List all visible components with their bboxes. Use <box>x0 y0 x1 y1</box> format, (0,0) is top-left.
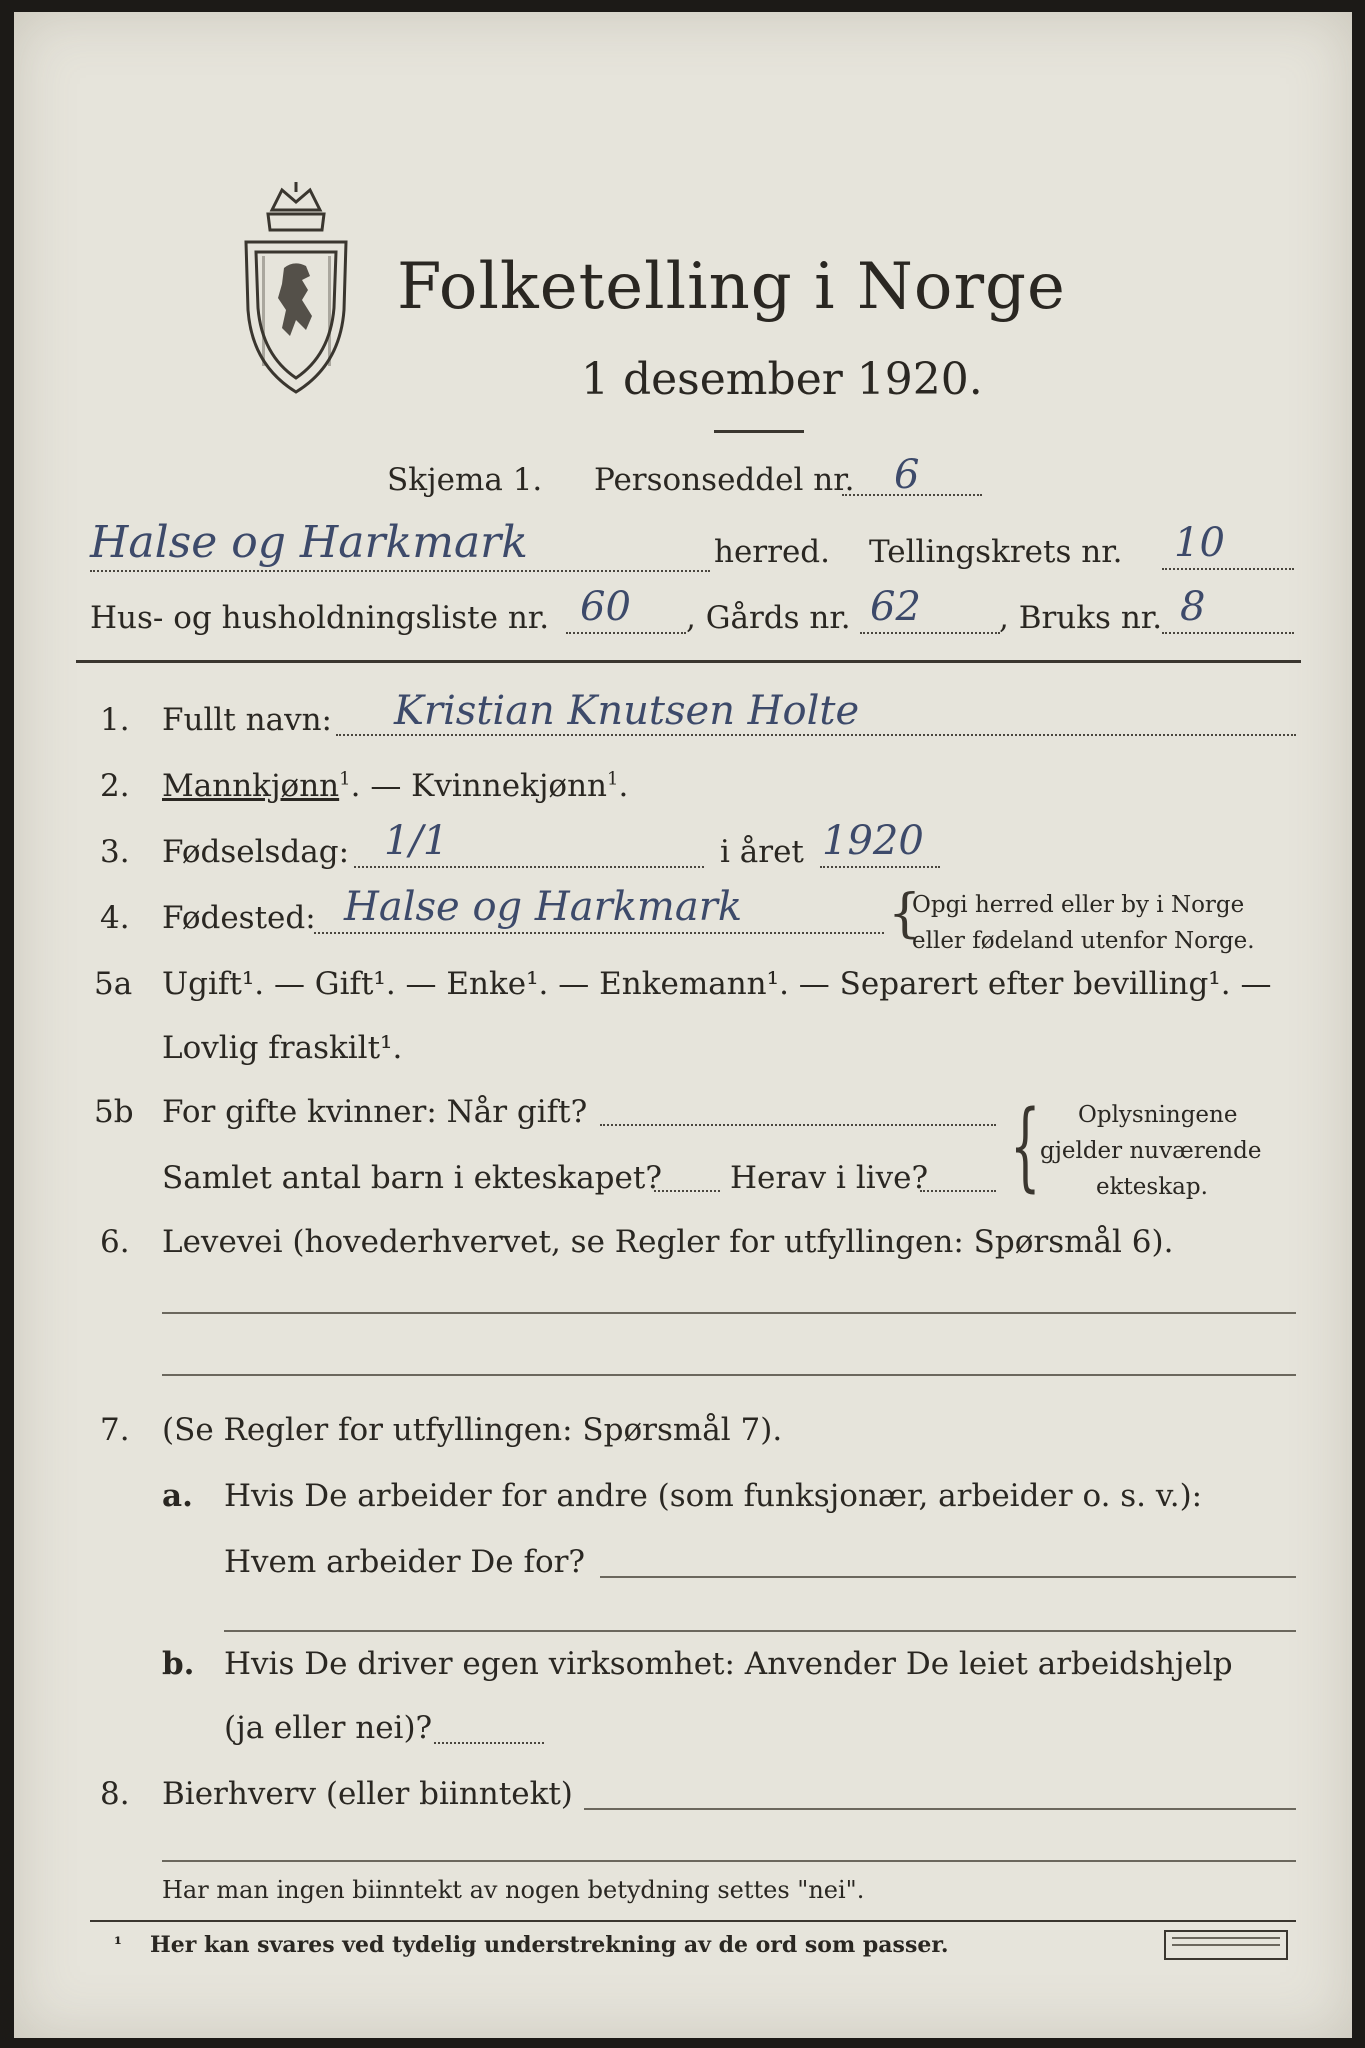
q6-answer-line2 <box>162 1374 1296 1376</box>
q3-year-value: 1920 <box>822 818 924 864</box>
q3-year-label: i året <box>720 834 804 870</box>
q5b-children-line <box>654 1190 720 1192</box>
tellingskrets-value: 10 <box>1174 520 1225 566</box>
q3-value: 1/1 <box>384 818 449 864</box>
q5b-note-line3: ekteskap. <box>1096 1174 1208 1200</box>
personseddel-value: 6 <box>894 452 920 498</box>
herred-line <box>90 570 710 572</box>
schema-label: Skjema 1. <box>387 462 543 498</box>
q5a-options: Ugift¹. — Gift¹. — Enke¹. — Enkemann¹. — Separert efter bevilling¹. — <box>162 966 1272 1002</box>
q2-male-option: Mannkjønn <box>162 768 340 804</box>
printer-stamp <box>1164 1930 1288 1960</box>
q6-answer-line1 <box>162 1312 1296 1314</box>
q4-value: Halse og Harkmark <box>344 884 743 930</box>
q2-number: 2. <box>100 768 130 804</box>
q7b-answer-label: (ja eller nei)? <box>224 1710 433 1746</box>
q7a-employer-line <box>600 1576 1296 1578</box>
q1-label: Fullt navn: <box>162 702 332 738</box>
bruks-line <box>1162 632 1294 634</box>
q5a-options-line2: Lovlig fraskilt¹. <box>162 1030 403 1066</box>
q5b-number: 5b <box>94 1094 134 1130</box>
q7-number: 7. <box>100 1412 130 1448</box>
q2-options: Mannkjønn$^1$. — Kvinnekjønn$^1$. <box>162 768 629 804</box>
q4-line <box>314 932 884 934</box>
q8-number: 8. <box>100 1776 130 1812</box>
q5b-note-line1: Oplysningene <box>1078 1102 1238 1128</box>
bruks-value: 8 <box>1180 584 1206 630</box>
gards-line <box>860 632 1000 634</box>
q1-value: Kristian Knutsen Holte <box>394 688 860 734</box>
hus-label: Hus- og husholdningsliste nr. <box>90 600 550 636</box>
tellingskrets-label: Tellingskrets nr. <box>869 534 1123 570</box>
form-date: 1 desember 1920. <box>581 354 983 405</box>
q4-number: 4. <box>100 900 130 936</box>
q5a-number: 5a <box>94 966 133 1002</box>
q8-note: Har man ingen biinntekt av nogen betydning settes "nei". <box>162 1876 865 1904</box>
hus-value: 60 <box>580 584 631 630</box>
q3-year-line <box>820 866 940 868</box>
section-divider <box>76 660 1301 663</box>
bruks-label: , Bruks nr. <box>999 600 1163 636</box>
q3-number: 3. <box>100 834 130 870</box>
q1-number: 1. <box>100 702 130 738</box>
q7b-letter: b. <box>162 1646 195 1682</box>
q7-label: (Se Regler for utfyllingen: Spørsmål 7). <box>162 1412 783 1448</box>
q6-label: Levevei (hovederhvervet, se Regler for utfyllingen: Spørsmål 6). <box>162 1224 1174 1260</box>
q5b-brace: { <box>1010 1090 1041 1202</box>
q2-rest-options: . — Kvinnekjønn <box>350 768 608 804</box>
q7a-employer-label: Hvem arbeider De for? <box>224 1544 586 1580</box>
q7a-letter: a. <box>162 1478 193 1514</box>
gards-value: 62 <box>870 584 921 630</box>
q7b-text: Hvis De driver egen virksomhet: Anvender De leiet arbeidshjelp <box>224 1646 1233 1682</box>
q7a-extra-line <box>224 1630 1296 1632</box>
q3-line <box>354 866 704 868</box>
q5b-alive-label: Herav i live? <box>730 1160 929 1196</box>
herred-label: herred. <box>714 534 830 570</box>
q1-line <box>336 734 1296 736</box>
q7b-answer-line <box>434 1742 544 1744</box>
hus-line <box>566 632 686 634</box>
footnote-divider <box>90 1920 1296 1922</box>
q4-label: Fødested: <box>162 900 316 936</box>
gards-label: , Gårds nr. <box>686 600 851 636</box>
coat-of-arms-icon <box>232 180 360 400</box>
q5b-children-label: Samlet antal barn i ekteskapet? <box>162 1160 662 1196</box>
q7a-text: Hvis De arbeider for andre (som funksjonær, arbeider o. s. v.): <box>224 1478 1203 1514</box>
q3-label: Fødselsdag: <box>162 834 350 870</box>
personseddel-label: Personseddel nr. <box>594 462 855 498</box>
tellingskrets-line <box>1162 568 1294 570</box>
q4-note-line1: Opgi herred eller by i Norge <box>912 892 1245 918</box>
q5b-when-line <box>600 1124 996 1126</box>
q8-answer-line <box>584 1808 1296 1810</box>
q8-extra-line <box>162 1860 1296 1862</box>
census-form-page <box>14 12 1352 2038</box>
q4-note-line2: eller fødeland utenfor Norge. <box>912 928 1255 954</box>
q8-label: Bierhverv (eller biinntekt) <box>162 1776 573 1812</box>
form-title: Folketelling i Norge <box>397 250 1066 324</box>
q5b-label: For gifte kvinner: Når gift? <box>162 1094 588 1130</box>
q5b-alive-line <box>920 1190 996 1192</box>
title-divider <box>714 430 804 433</box>
footnote-text: Her kan svares ved tydelig understrekning av de ord som passer. <box>150 1932 949 1958</box>
herred-value: Halse og Harkmark <box>90 517 528 568</box>
q4-brace: { <box>888 884 922 944</box>
q5b-note-line2: gjelder nuværende <box>1040 1138 1262 1164</box>
q6-number: 6. <box>100 1224 130 1260</box>
footnote-marker: ¹ <box>114 1934 122 1955</box>
